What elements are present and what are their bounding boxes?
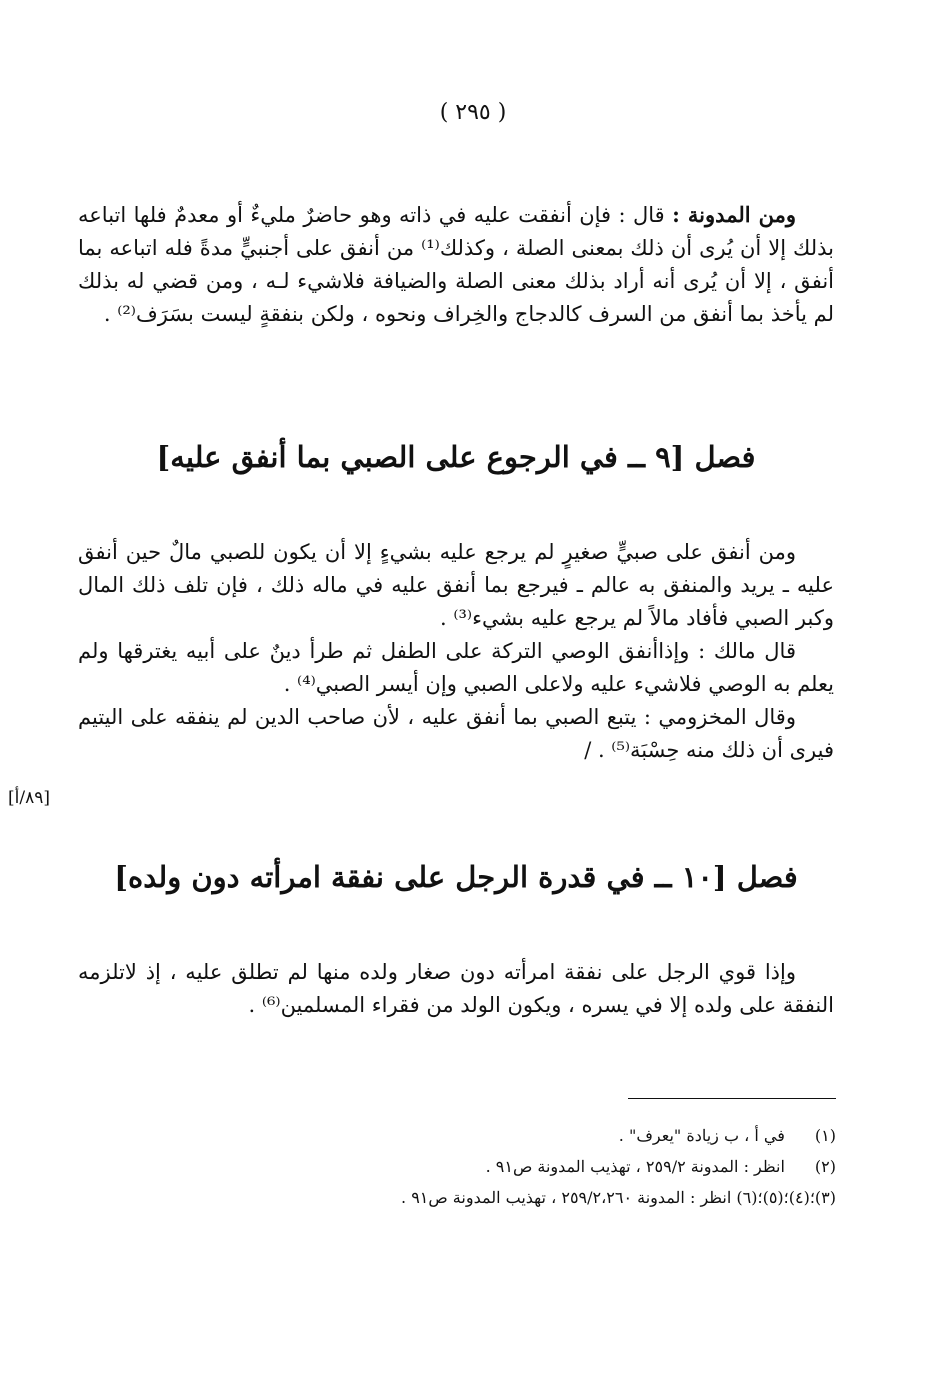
footnote-number: (١) [814, 1126, 836, 1145]
section-10-heading: فصل [١٠ ــ في قدرة الرجل على نفقة امرأته دون ولده] [114, 860, 798, 894]
footnote-text: انظر : المدونة ٢٥٩/٢ ، تهذيب المدونة ص٩١ . [485, 1157, 785, 1176]
footnote-divider [628, 1098, 836, 1099]
section-10-paragraph-1: وإذا قوي الرجل على نفقة امرأته دون صغار ولده منها لم تطلق عليه ، إذ لاتلزمه النفقة على ولده إلا في يسره ، ويكون الولد من فقراء المسلمين⁽⁶⁾ . [78, 960, 834, 1017]
page-number: ( ٢٩٥ ) [439, 100, 507, 125]
section-9-paragraph-3: وقال المخزومي : يتبع الصبي بما أنفق عليه ، لأن صاحب الدين لم ينفقه على اليتيم فيرى أن ذلك منه حِسْبَة⁽⁵⁾ . / [78, 705, 834, 762]
footnote-number: (٢) [814, 1157, 836, 1176]
footnote-3 [200, 1182, 836, 1213]
footnote-number: (٣)؛(٤)؛(٥)؛(٦) [736, 1188, 836, 1207]
intro-lead: ومن المدونة : [672, 202, 796, 227]
section-10-body [78, 956, 834, 1022]
footnote-text: انظر : المدونة ٢٥٩/٢،٢٦٠ ، تهذيب المدونة ص٩١ . [401, 1188, 732, 1207]
footnote-text: في أ ، ب زيادة "يعرف" . [618, 1126, 785, 1145]
intro-paragraph [78, 198, 834, 331]
footnote-2 [200, 1151, 836, 1182]
intro-body: قال : فإن أنفقت عليه في ذاته وهو حاضرٌ مليءٌ أو معدمٌ فلها اتباعه بذلك إلا أن يُرى أن ذلك بمعنى الصلة ، وكذلك⁽¹⁾ من أنفق على أجنبيٍّ مدةً فله اتباعه بما أنفق ، إلا أن يُرى أنه أراد بذلك معنى الصلة والضيافة فلاشيء لـه ، ومن قضي له بذلك لم يأخذ بما أنفق من السرف كالدجاج والخِراف ونحوه ، ولكن بنفقةٍ ليست بسَرَف⁽²⁾ . [78, 203, 834, 326]
footnotes [200, 1120, 836, 1213]
manuscript-folio-marker: [٨٩/أ] [8, 788, 50, 808]
section-9-body [78, 536, 834, 767]
section-9-paragraph-2: قال مالك : وإذاأنفق الوصي التركة على الطفل ثم طرأ دينٌ على أبيه يغترقها ولم يعلم به الوصي فلاشيء عليه ولاعلى الصبي وإن أيسر الصبي⁽⁴⁾ . [78, 639, 834, 696]
section-9-paragraph-1: ومن أنفق على صبيٍّ صغيرٍ لم يرجع عليه بشيءٍ إلا أن يكون للصبي مالٌ حين أنفق عليه ـ يريد والمنفق به عالم ـ فيرجع بما أنفق عليه في ماله ذلك ، فإن تلف ذلك المال وكبر الصبي فأفاد مالاً لم يرجع عليه بشيء⁽³⁾ . [78, 540, 834, 630]
section-9-heading: فصل [٩ ــ في الرجوع على الصبي بما أنفق عليه] [156, 440, 756, 474]
footnote-1 [200, 1120, 836, 1151]
